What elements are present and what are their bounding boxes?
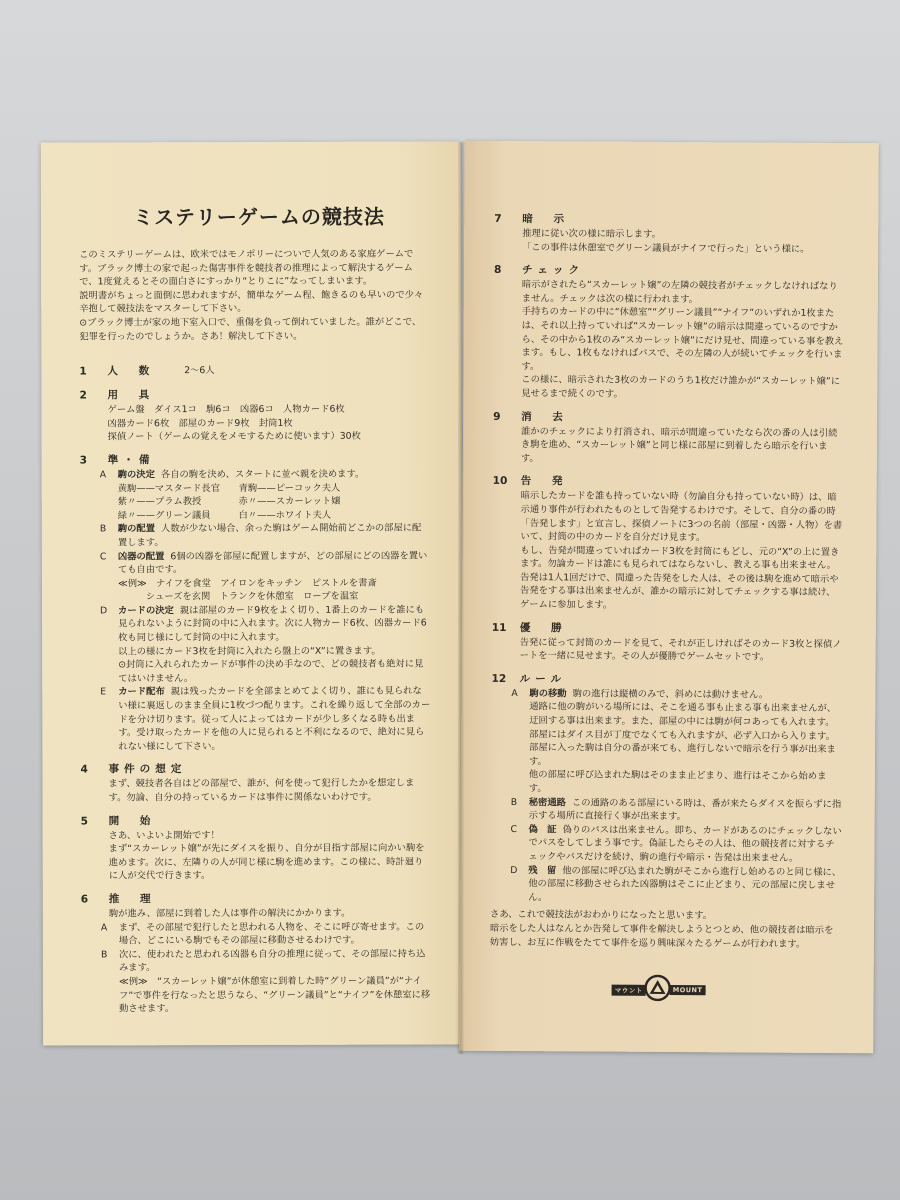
section-heading bbox=[79, 363, 429, 380]
item-line-text: ⊙封筒に入れられたカードが事件の決め手なので、どの競技者も絶対に見てはいけません。 bbox=[118, 658, 424, 685]
closing-paragraph: さあ、これで競技法がおわかりになったと思います。 bbox=[490, 909, 713, 922]
section-title: 告 発 bbox=[520, 475, 568, 488]
item-text bbox=[119, 947, 431, 1016]
section-body-text: さあ、いよいよ開始です！ bbox=[108, 829, 220, 841]
item-line-text: 緑〃——グリーン議員 白〃——ホワイト夫人 bbox=[117, 509, 332, 522]
section-title: 準・備 bbox=[107, 454, 155, 467]
section-heading bbox=[81, 812, 431, 829]
left-page-content bbox=[79, 204, 431, 1017]
section-title: 暗 示 bbox=[522, 213, 570, 226]
section-body-text: 告発は1人1回だけで、間違った告発をした人は、その後は駒を進めて暗示や告発をする事は出来ませんが、誰かの暗示に対してチェックする事は続け、ゲームに参加します。 bbox=[519, 571, 839, 611]
item-line bbox=[118, 576, 430, 590]
item-line-text: まず、その部屋で犯行したと思われる人物を、そこに呼び寄せます。この場合、どこにいる駒でもその部屋に移動させるわけです。 bbox=[118, 921, 425, 947]
item-text bbox=[118, 549, 430, 604]
right-page bbox=[459, 141, 879, 1054]
section-title: 優 勝 bbox=[519, 621, 567, 635]
item-letter: B bbox=[99, 523, 107, 535]
item-label: 駒の決定 bbox=[117, 469, 155, 481]
section-2 bbox=[79, 387, 429, 445]
section-body-text: この様に、暗示された3枚のカードのうち1枚だけ誰かが“スカーレット嬢”に見せるまで続くのです。 bbox=[521, 374, 841, 400]
item-letter: B bbox=[510, 796, 518, 808]
item-text bbox=[118, 685, 430, 754]
rule-item bbox=[511, 687, 844, 798]
section-number: 3 bbox=[79, 454, 88, 467]
item-line bbox=[118, 590, 430, 604]
item-line-text: 各自の駒を決め、スタートに並べ親を決めます。 bbox=[160, 468, 365, 481]
section-8 bbox=[493, 262, 846, 402]
section-body-text: 暗示がされたら“スカーレット嬢”の左隣の競技者がチェックしなければなりません。チェックは次の様に行われます。 bbox=[521, 279, 838, 305]
item-line bbox=[119, 947, 431, 975]
item-line-text: ≪例≫ ナイフを食堂 アイロンをキッチン ピストルを書斎 bbox=[117, 577, 377, 590]
right-page-content bbox=[490, 211, 847, 951]
rule-item bbox=[100, 549, 430, 604]
item-letter: B bbox=[100, 949, 108, 961]
section-heading bbox=[492, 620, 844, 638]
rule-item bbox=[511, 796, 843, 825]
left-page bbox=[41, 141, 463, 1045]
section-9 bbox=[493, 408, 845, 467]
intro-paragraph: 説明書がちょっと面倒に思われますが、簡単なゲーム程、飽きるのも早いので少々辛抱して競技法をマスターして下さい。 bbox=[79, 289, 424, 315]
item-line bbox=[118, 603, 430, 645]
item-letter: D bbox=[510, 864, 518, 876]
item-line-text: 他の部屋に呼び込まれた駒がそこから進行し始めるのと同じ様に、他の部屋に移動させられた凶器駒はそこに止どまり、元の部屋に戻しません。 bbox=[528, 864, 842, 904]
item-label: 凶器の配置 bbox=[117, 550, 165, 562]
item-label: 秘密通路 bbox=[528, 796, 566, 808]
item-line bbox=[118, 685, 430, 754]
section-title: 人 数 bbox=[107, 365, 155, 378]
item-text bbox=[529, 796, 843, 825]
section-title: ルール bbox=[519, 672, 567, 686]
section-body-text: 告発に従って封筒のカードを見て、それが正しければそのカード3枚と探偵ノートを一緒に見せます。その人が優勝でゲームセットです。 bbox=[519, 636, 842, 663]
item-text bbox=[118, 522, 430, 550]
item-letter: D bbox=[100, 605, 108, 617]
item-text bbox=[528, 864, 842, 907]
closing bbox=[490, 908, 842, 951]
item-line-text: ≪例≫ “スカーレット嬢”が休憩室に到着した時“グリーン議員”が“ナイフ”で事件を行なったと思うなら、“グリーン議員”と“ナイフ”を休憩室に移動させます。 bbox=[119, 975, 431, 1015]
item-text bbox=[118, 467, 430, 522]
section-number: 4 bbox=[80, 763, 88, 776]
section-body-text: 「この事件は休憩室でグリーン議員がナイフで行った」という様に。 bbox=[522, 241, 810, 255]
section-body-text: もし、告発が間違っていればカード3枚を封筒にもどし、元の“X”の上に置きます。勿論カードは誰にも見られてはならないし、教える事も出来ません。 bbox=[520, 544, 840, 572]
section-number: 1 bbox=[79, 365, 87, 378]
intro-note: ⊙ブラック博士が家の地下室入口で、重傷を負って倒れていました。誰がどこで、犯罪を行ったのでしょうか。さあ！解決して下さい。 bbox=[79, 316, 422, 343]
section-number: 11 bbox=[491, 621, 507, 634]
rule-item bbox=[510, 864, 842, 907]
item-letter: A bbox=[100, 921, 108, 933]
section-heading bbox=[81, 891, 431, 908]
section-body-text: ゲーム盤 ダイス1コ 駒6コ 凶器6コ 人物カード6枚 bbox=[107, 403, 345, 416]
item-line-text: シューズを玄関 トランクを休憩室 ロープを温室 bbox=[117, 591, 359, 603]
intro-paragraph: このミステリーゲームは、欧米ではモノポリーについで人気のある家庭ゲームです。ブラック博士の家で起った傷害事件を競技者の推理によって解決するゲームで、1度覚えるとその面白さにすっかり“とりこに”なってしまいます。 bbox=[79, 248, 414, 288]
section-number: 5 bbox=[80, 815, 88, 828]
section-body-text: 凶器カード6枚 部屋のカード9枚 封筒1枚 bbox=[107, 417, 293, 430]
item-label: 駒の配置 bbox=[117, 523, 156, 535]
item-line bbox=[118, 495, 430, 509]
section-12 bbox=[490, 671, 843, 907]
section-title: チェック bbox=[521, 264, 585, 277]
item-letter: A bbox=[99, 469, 107, 481]
intro bbox=[79, 248, 429, 344]
rule-item bbox=[100, 685, 430, 754]
section-4 bbox=[80, 761, 430, 805]
section-body-text: 暗示したカードを誰も持っていない時（勿論自分も持っていない時）は、暗示通り事件が行われたものとして告発するわけです。そして、自分の番の時「告発します」と宣言し、探偵ノートに3つの名前（部屋・凶器・人物）を書いて、封筒の中のカードを自分だけ見ます。 bbox=[520, 490, 843, 544]
section-heading bbox=[80, 761, 430, 778]
item-text bbox=[529, 687, 844, 798]
item-letter: E bbox=[100, 686, 107, 698]
item-line-text: 親は残ったカードを全部まとめてよく切り、誰にも見られない様に裏返しのまま全員に1枚づつ配ります。これを繰り返して全部のカードを分け切ります。従って人によってはカードが少し多くなる時も出ます。受け取ったカードを他の人に見られると不利になるので、絶対に見られない様にして下さい。 bbox=[118, 685, 431, 753]
section-3 bbox=[80, 451, 431, 753]
item-line bbox=[528, 823, 842, 866]
document-title: ミステリーゲームの競技法 bbox=[133, 204, 385, 230]
section-title: 事件の想定 bbox=[108, 763, 187, 776]
item-text bbox=[528, 823, 842, 866]
item-line bbox=[118, 481, 430, 495]
item-label: カード配布 bbox=[118, 686, 165, 698]
rule-item bbox=[101, 920, 431, 948]
rule-item bbox=[100, 603, 430, 685]
item-line bbox=[529, 701, 843, 744]
section-number: 7 bbox=[494, 212, 502, 225]
section-6 bbox=[81, 891, 431, 1017]
rule-item bbox=[101, 947, 431, 1016]
item-letter: C bbox=[510, 823, 518, 835]
section-number: 12 bbox=[491, 672, 507, 685]
item-line bbox=[118, 549, 430, 577]
section-title: 消 去 bbox=[521, 410, 568, 423]
item-line-text: 人数が少ない場合、余った駒はゲーム開始前どこかの部屋に配置します。 bbox=[117, 522, 422, 549]
item-line bbox=[528, 864, 842, 907]
item-line bbox=[118, 467, 430, 481]
section-body-text: 誰かのチェックにより打消され、暗示が間違っていたなら次の番の人は引続き駒を進め、“スカーレット嬢”と同じ様に部屋に到着したら暗示を行います。 bbox=[520, 425, 838, 464]
item-line-text: 部屋に入った駒は自分の番が来ても、進行しないで暗示を行う事が出来ます。 bbox=[528, 742, 836, 768]
section-number: 9 bbox=[493, 410, 501, 423]
section-detail: 2〜6人 bbox=[184, 365, 215, 377]
item-line-text: この通路のある部屋にいる時は、番が来たらダイスを振らずに指示する場所に直接行く事が出来ます。 bbox=[528, 797, 842, 823]
section-body-text: 駒が進み、部屋に到着した人は事件の解決にかかります。 bbox=[108, 907, 351, 920]
item-line-text: 偽りのパスは出来ません。即ち、カードがあるのにチェックしないでパスをしてしまう事です。偽証したらその人は、他の競技者に対するチェックやパスだけを続け、駒の進行や暗示・告発は出来ません。 bbox=[528, 824, 842, 864]
item-label: 偽 証 bbox=[528, 823, 557, 836]
item-line-text: 黄駒——マスタード長官 青駒——ピーコック夫人 bbox=[117, 482, 341, 494]
item-line bbox=[529, 741, 843, 770]
closing-paragraph: 暗示をした人はなんとか告発して事件を解決しようとつとめ、他の競技者は暗示を妨害し、お互に作戦をたてて事件を巡り興味深々たるゲームが行われます。 bbox=[489, 922, 834, 950]
item-line bbox=[529, 796, 843, 825]
item-line bbox=[118, 508, 430, 522]
item-line bbox=[118, 658, 430, 686]
logo-left-text: マウント bbox=[612, 984, 646, 995]
item-line bbox=[529, 769, 843, 798]
item-line bbox=[118, 522, 430, 550]
rule-item bbox=[510, 823, 842, 866]
item-line bbox=[119, 920, 431, 948]
item-line-text: 駒の進行は縦横のみで、斜めには動けません。 bbox=[572, 688, 769, 701]
section-heading bbox=[79, 387, 429, 404]
section-number: 2 bbox=[79, 389, 87, 402]
section-5 bbox=[81, 812, 431, 883]
logo-right-text: MOUNT bbox=[670, 985, 706, 995]
mount-logo bbox=[604, 975, 714, 1006]
item-text bbox=[119, 920, 431, 948]
item-line-text: 通路に他の駒がいる場所には、そこを通る事も止まる事も出来ませんが、迂回する事は出来ます。また、部屋の中には駒が何コあっても入れます。部屋にはダイス目が丁度でなくても入れますが、必ず入口から入ります。 bbox=[529, 701, 837, 742]
section-heading bbox=[80, 451, 430, 468]
section-11 bbox=[492, 620, 844, 665]
item-letter: C bbox=[99, 550, 107, 562]
rule-item bbox=[100, 467, 430, 522]
item-label: 残 留 bbox=[528, 864, 557, 876]
item-line bbox=[119, 974, 431, 1016]
section-number: 8 bbox=[493, 264, 502, 277]
section-10 bbox=[492, 473, 845, 613]
item-line-text: 親は部屋のカード9枚をよく切り、1番上のカードを誰にも見られないように封筒の中に入れます。次に人物カード6枚、凶器カード6枚も同じ様にして封筒の中に入れます。 bbox=[118, 604, 427, 644]
item-line-text: 次に、使われたと思われる凶器も自分の推理に従って、その部屋に持ち込みます。 bbox=[118, 948, 426, 974]
section-body-text: 探偵ノート（ゲームの覚えをメモするために使います）30枚 bbox=[107, 431, 361, 443]
item-label: 駒の移動 bbox=[529, 687, 567, 700]
left-sections bbox=[79, 363, 431, 1016]
section-heading bbox=[493, 408, 845, 426]
section-body-text: 手持ちのカードの中に“休憩室”“グリーン議員”“ナイフ”のいずれか1枚または、それ以上持っていれば“スカーレット嬢”の暗示は間違っているのですから、その中から1枚のみ“スカーレット嬢”にだけ見せ、間違っている事を教えます。もし、1枚もなければパスで、その左隣の人が続いてチェックを行います。 bbox=[521, 306, 844, 372]
section-number: 10 bbox=[492, 475, 508, 488]
center-fold bbox=[458, 142, 464, 1054]
item-line bbox=[118, 644, 430, 658]
item-line-text: 紫〃——プラム教授 赤〃——スカーレット嬢 bbox=[117, 495, 341, 508]
section-title: 推 理 bbox=[108, 893, 156, 906]
section-7 bbox=[494, 211, 846, 256]
item-text bbox=[118, 603, 430, 685]
item-line-text: 他の部屋に呼び込まれた駒はそのまま止どまり、進行はそこから始めます。 bbox=[528, 769, 827, 795]
section-title: 用 具 bbox=[107, 389, 155, 402]
rule-item bbox=[100, 522, 430, 550]
section-title: 開 始 bbox=[108, 814, 156, 827]
right-sections bbox=[490, 211, 846, 906]
section-number: 6 bbox=[80, 893, 89, 906]
mount-emblem-icon bbox=[644, 974, 672, 1006]
item-line-text: 以上の様にカード3枚を封筒に入れたら盤上の“X”に置きます。 bbox=[118, 645, 381, 658]
section-body-text: まず“スカーレット嬢”が先にダイスを振り、自分が目指す部屋に向かい駒を進めます。次に、左隣りの人が同じ様に駒を進めます。この様に、時計廻りに人が交代で行きます。 bbox=[108, 842, 425, 882]
section-body-text: 推理に従い次の様に暗示します。 bbox=[522, 228, 661, 240]
section-body-text: まず、競技者各自はどの部屋で、誰が、何を使って犯行したかを想定します。勿論、自分の持っているカードは事件に関係ないわけです。 bbox=[108, 777, 415, 804]
item-label: カードの決定 bbox=[118, 605, 174, 617]
item-letter: A bbox=[511, 687, 518, 699]
item-line-text: 6個の凶器を部屋に配置しますが、どの部屋にどの凶器を置いても自由です。 bbox=[117, 550, 428, 576]
section-1 bbox=[79, 363, 429, 380]
